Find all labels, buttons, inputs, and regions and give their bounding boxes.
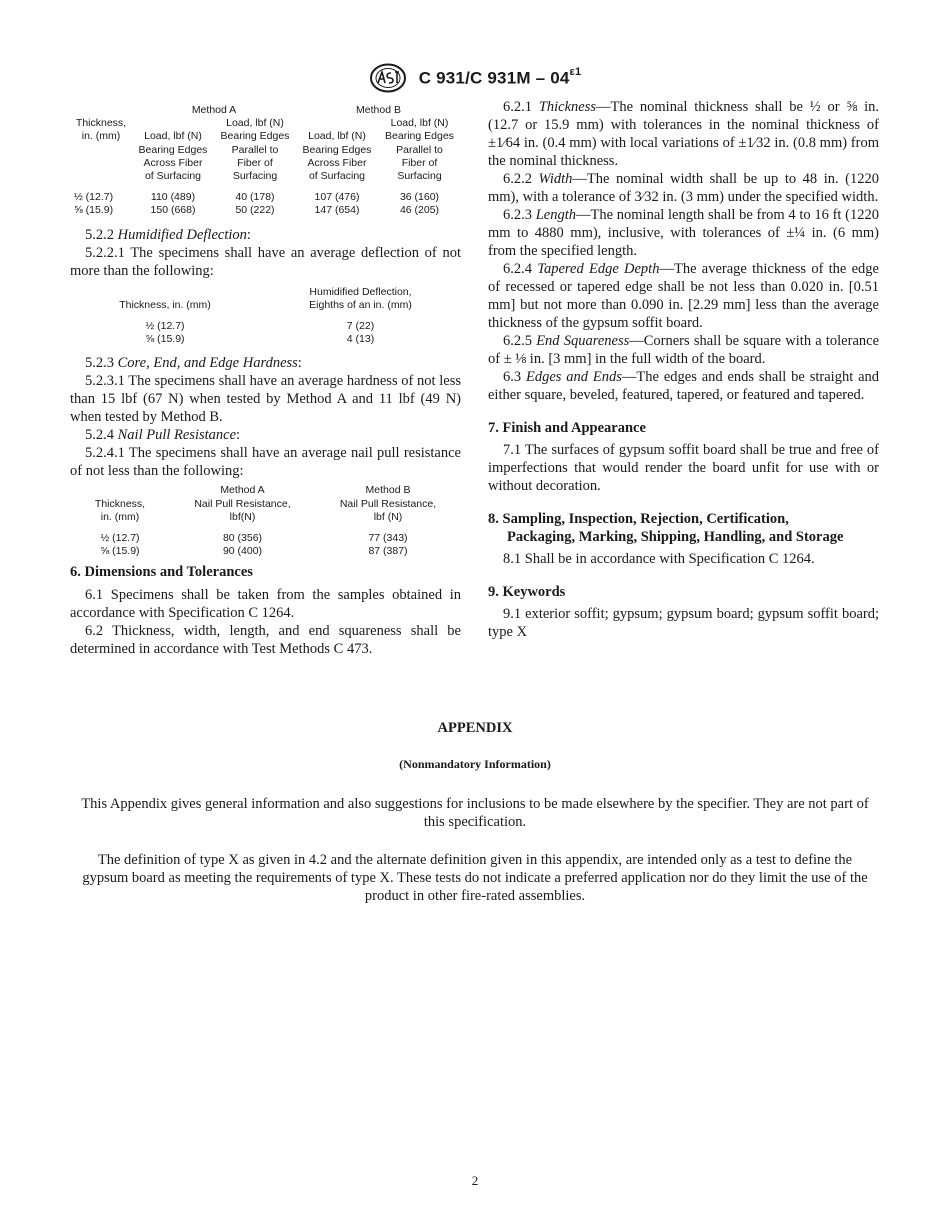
clause-6-2: 6.2 Thickness, width, length, and end squareness shall be determined in accordance with Test Methods C 473. [70, 623, 461, 658]
appendix-subtitle: (Nonmandatory Information) [399, 757, 551, 771]
method-a-header: Method A [191, 104, 237, 116]
appendix-paragraph-2: The definition of type X as given in 4.2 and the alternate definition given in this appendix, are intended only as a test to define the gypsum board as meeting the requirements of type X. These tests do not indicate a preferred application nor do they limit the use of the product in other fire-rated assemblies. [82, 852, 868, 904]
standard-designation: C 931/C $931M - 04^{\varepsilon 1}$ [418, 65, 582, 88]
method-b-parallel-header: Load, lbf (N) Bearing Edges Parallel to Fiber of Surfacing [385, 117, 454, 183]
section-6-heading: 6. Dimensions and Tolerances [70, 564, 253, 581]
clause-6-2-2: 6.2.2 Width—The nominal width shall be up to 48 in. (1220 mm), with a tolerance of 3⁄32 in. (3 mm) under the specified width. [488, 171, 879, 205]
table-row: ⅝ (15.9) 150 (668) 50 (222) 147 (654) 46 (205) [74, 204, 440, 217]
clause-6-2-5: 6.2.5 End Squareness—Corners shall be square with a tolerance of ± ⅛ in. [3 mm] in the full width of the board. [488, 333, 880, 367]
method-a-parallel-header: Load, lbf (N) Bearing Edges Parallel to Fiber of Surfacing [220, 117, 290, 183]
clause-5-2-3: 5.2.3 Core, End, and Edge Hardness: [85, 355, 302, 372]
table-row: ½ (12.7) 7 (22) [145, 320, 375, 333]
clause-7-1: 7.1 The surfaces of gypsum soffit board shall be true and free of imperfections that would render the board unfit for use with or without decoration. [488, 442, 879, 494]
method-b-header: Method B [356, 104, 401, 116]
clause-8-1: 8.1 Shall be in accordance with Specification C 1264. [503, 551, 815, 567]
table-row: ⅝ (15.9) 90 (400) 87 (387) [100, 545, 408, 558]
thickness-header: Thickness, in. (mm) [75, 117, 127, 143]
clause-6-3: 6.3 Edges and Ends—The edges and ends shall be straight and either square, beveled, featured, tapered, or featured and tapered. [488, 369, 880, 403]
deflection-header: Humidified Deflection, Eighths of an in. (mm) [309, 285, 412, 311]
left-column [70, 98, 461, 658]
clause-5-2-4-1: 5.2.4.1 The specimens shall have an average nail pull resistance of not less than the following: [70, 445, 461, 480]
designation-superscript: ε1 [569, 65, 582, 78]
clause-6-2-1: 6.2.1 Thickness—The nominal thickness shall be ½ or ⅝ in. (12.7 or 15.9 mm) with tolerances in the nominal thickness of ±1⁄64 in. (0.4 mm) with local variations of ±1⁄32 in. (0.8 mm) from the nominal thickness. [488, 99, 880, 169]
section-8-heading: 8. Sampling, Inspection, Rejection, Certification, Packaging, Marking, Shipping, Handling, and Storage [488, 511, 844, 545]
clause-5-2-4: 5.2.4 Nail Pull Resistance: [85, 427, 241, 444]
humidified-deflection-table [70, 286, 461, 347]
page-number: 2 [471, 1173, 479, 1188]
clause-6-2-3: 6.2.3 Length—The nominal length shall be from 4 to 16 ft (1220 mm to 4880 mm), inclusive, with tolerances of ±¼ in. (6 mm) from the specified length. [488, 207, 880, 259]
table-row: ⅝ (15.9) 4 (13) [145, 333, 375, 346]
method-b-header: Method B Nail Pull Resistance, lbf (N) [339, 484, 437, 523]
nail-pull-table [70, 484, 461, 558]
method-a-across-header: Load, lbf (N) Bearing Edges Across Fiber of Surfacing [138, 130, 208, 183]
appendix-paragraph-1: This Appendix gives general information and also suggestions for inclusions to be made elsewhere by the specifier. They are not part of this specification. [81, 796, 869, 830]
clause-5-2-2-1: 5.2.2.1 The specimens shall have an average deflection of not more than the following: [70, 244, 461, 279]
right-column [488, 98, 879, 641]
astm-logo-icon [369, 63, 407, 93]
thickness-header: Thickness, in. (mm) [94, 497, 146, 523]
clause-9-1: 9.1 exterior soffit; gypsum; gypsum board; gypsum soffit board; type X [488, 606, 879, 640]
clause-6-1: 6.1 Specimens shall be taken from the samples obtained in accordance with Specification C 1264. [70, 587, 461, 622]
section-7-heading: 7. Finish and Appearance [488, 420, 646, 436]
section-9-heading: 9. Keywords [488, 584, 566, 600]
thickness-header: Thickness, in. (mm) [119, 298, 211, 311]
page-header [0, 63, 950, 93]
clause-5-2-2: 5.2.2 Humidified Deflection: [85, 226, 251, 243]
clause-5-2-3-1: 5.2.3.1 The specimens shall have an average hardness of not less than 15 lbf (67 N) when tested by Method A and 11 lbf (49 N) when tested by Method B. [70, 373, 461, 426]
table-row: ½ (12.7) 80 (356) 77 (343) [100, 532, 408, 545]
table-row: ½ (12.7) 110 (489) 40 (178) 107 (476) 36 (160) [74, 191, 440, 204]
method-b-across-header: Load, lbf (N) Bearing Edges Across Fiber of Surfacing [302, 130, 372, 183]
flexural-strength-table [70, 104, 461, 218]
clause-6-2-4: 6.2.4 Tapered Edge Depth—The average thickness of the edge of recessed or tapered edge shall be not less than 0.020 in. [0.51 mm] but not more than 0.090 in. [2.29 mm] less than the average thickness of the gypsum soffit board. [488, 261, 879, 331]
method-a-header: Method A Nail Pull Resistance, lbf(N) [194, 484, 291, 523]
appendix-title: APPENDIX [437, 720, 513, 736]
